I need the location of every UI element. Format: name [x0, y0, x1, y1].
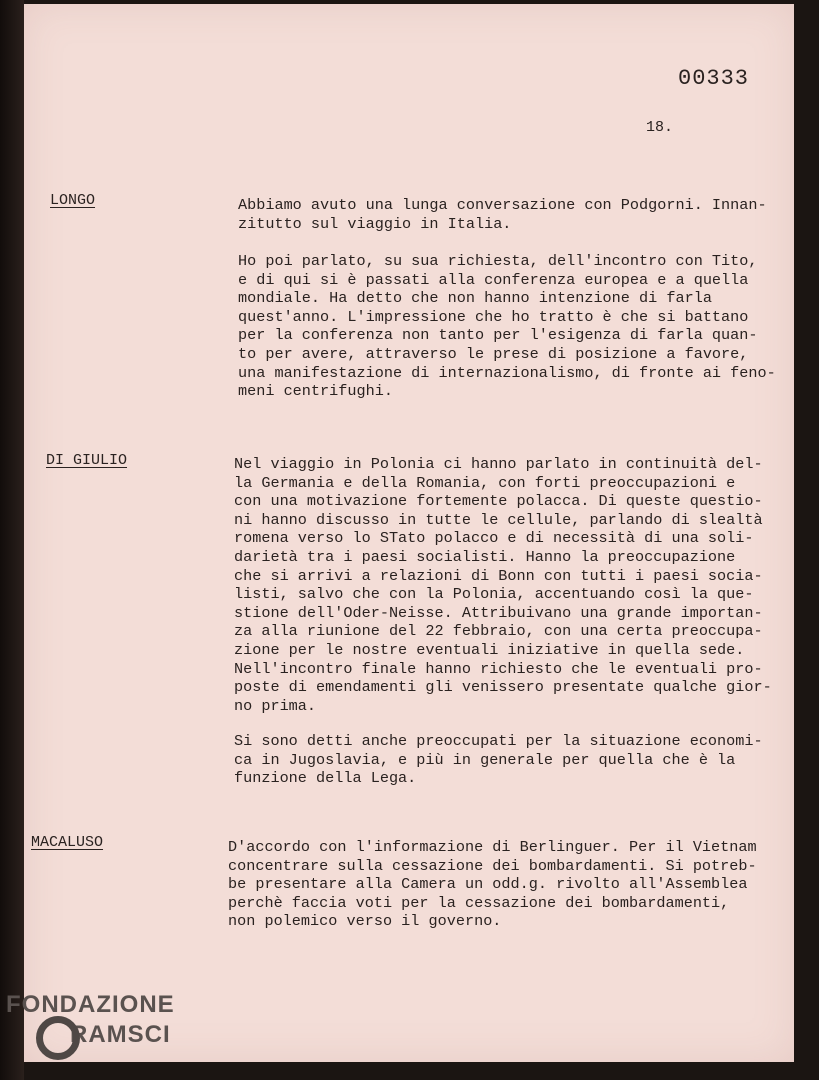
document-number: 00333 — [678, 66, 750, 91]
watermark-line1: FONDAZIONE — [6, 991, 175, 1018]
paragraph-macaluso-1: D'accordo con l'informazione di Berlinguer. Per il Vietnam concentrare sulla cessazione dei bombardamenti. Si potreb- be presentare alla Camera un odd.g. rivolto all'Assemblea perchè faccia voti per la cessazione dei bombardamenti, non polemico verso il governo. — [228, 838, 757, 931]
paragraph-longo-1: Abbiamo avuto una lunga conversazione con Podgorni. Innan- zitutto sul viaggio in Italia. — [238, 196, 767, 233]
page-number: 18. — [646, 119, 674, 136]
scan-left-edge — [0, 0, 24, 1080]
speaker-longo: LONGO — [50, 192, 96, 209]
paragraph-longo-2: Ho poi parlato, su sua richiesta, dell'incontro con Tito, e di qui si è passati alla conferenza europea e a quella mondiale. Ha detto che non hanno intenzione di farla quest'anno. L'impressione che ho tratto è che si battano per la conferenza non tanto per l'esigenza di farla quan- to per avere, attraverso le prese di posizione a favore, una manifestazione di internazionalismo, di fronte ai feno- meni centrifughi. — [238, 252, 776, 401]
fondazione-gramsci-watermark — [6, 990, 206, 1070]
speaker-macaluso: MACALUSO — [31, 834, 104, 851]
watermark-g-logo-icon — [36, 1016, 80, 1060]
document-page — [24, 4, 794, 1062]
speaker-di-giulio: DI GIULIO — [46, 452, 128, 469]
paragraph-di-giulio-2: Si sono detti anche preoccupati per la situazione economi- ca in Jugoslavia, e più in generale per quella che è la funzione della Lega. — [234, 732, 763, 788]
paragraph-di-giulio-1: Nel viaggio in Polonia ci hanno parlato in continuità del- la Germania e della Romania, con forti preoccupazioni e con una motivazione fortemente polacca. Di queste questio- ni hanno discusso in tutte le cellule, parlando di slealtà romena verso lo STato polacco e di necessità di una soli- darietà tra i paesi socialisti. Hanno la preoccupazione che si arrivi a relazioni di Bonn con tutti i paesi socia- listi, salvo che con la Polonia, accentuando così la que- stione dell'Oder-Neisse. Attribuivano una grande importan- za alla riunione del 22 febbraio, con una certa preoccupa- zione per le nostre eventuali iniziative in quella sede. Nell'incontro finale hanno richiesto che le eventuali pro- poste di emendamenti gli venissero presentate qualche gior- no prima. — [234, 455, 772, 715]
watermark-line2: RAMSCI — [70, 1021, 171, 1048]
